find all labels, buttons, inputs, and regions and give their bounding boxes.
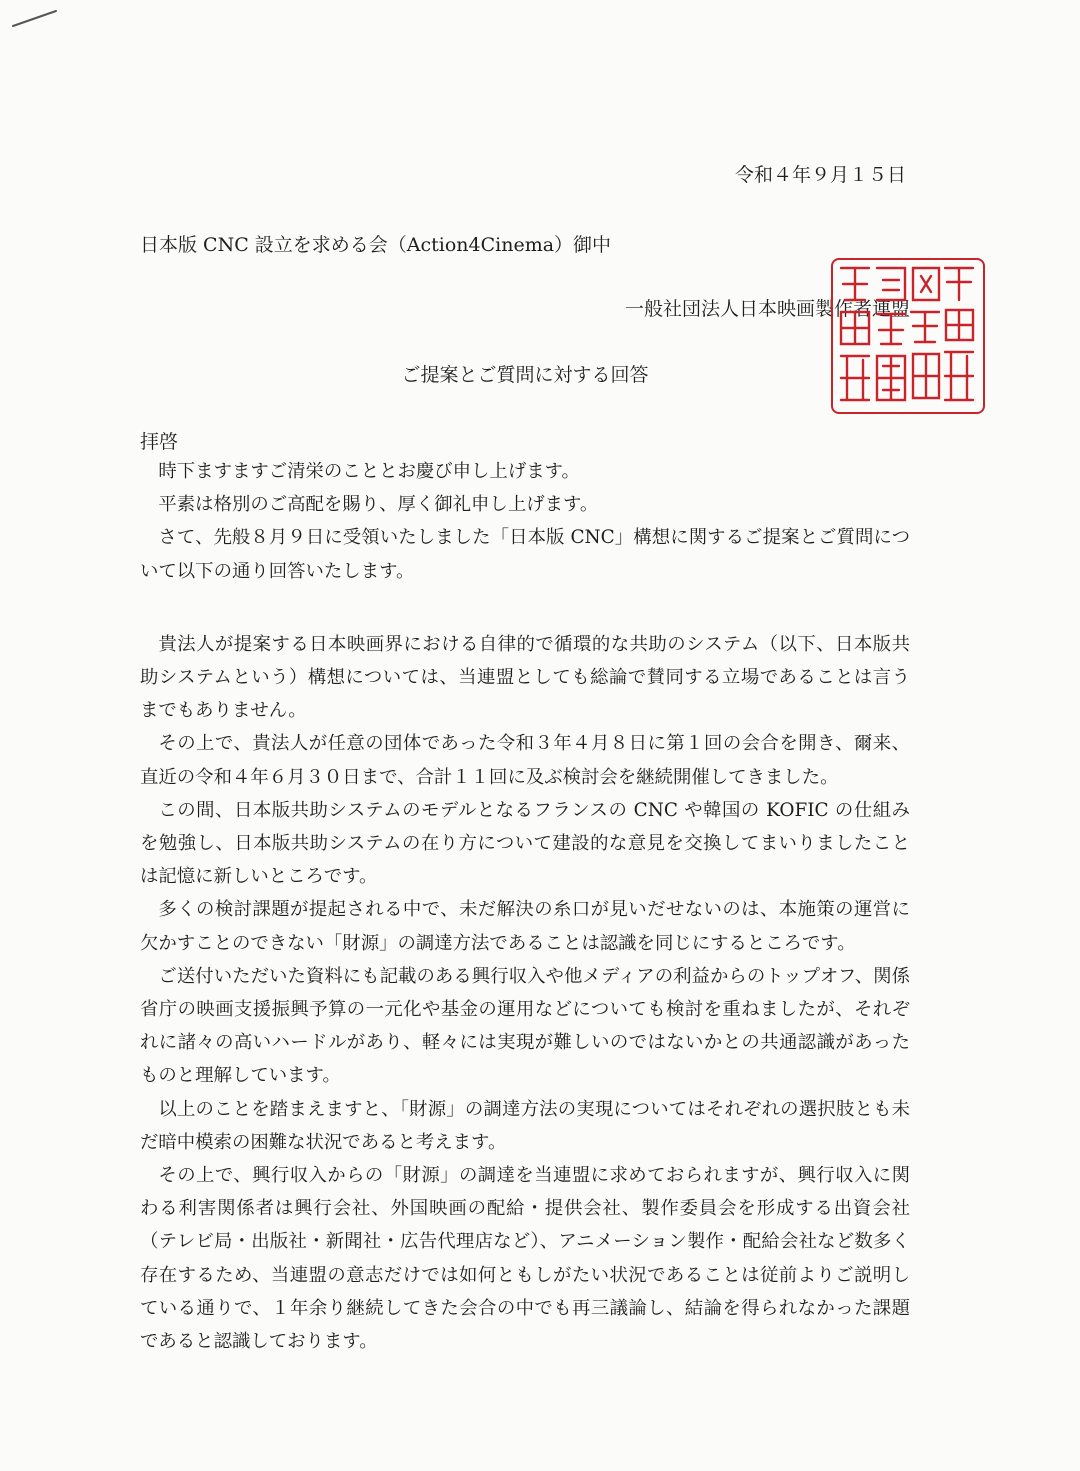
paragraph: 以上のことを踏まえますと、「財源」の調達方法の実現についてはそれぞれの選択肢とも未だ暗中模索の困難な状況であると考えます。 (140, 1098, 910, 1153)
addressee: 日本版 CNC 設立を求める会（Action4Cinema）御中 (140, 234, 612, 256)
letter-date: 令和４年９月１５日 (734, 164, 906, 186)
paragraph: その上で、興行収入からの「財源」の調達を当連盟に求めておられますが、興行収入に関わる利害関係者は興行会社、外国映画の配給・提供会社、製作委員会を形成する出資会社（テレビ局・出版社・新聞社・広告代理店など）、アニメーション製作・配給会社など数多く存在するため、当連盟の意志だけでは如何ともしがたい状況であることは従前よりご説明している通りで、１年余り継続してきた会合の中でも再三議論し、結論を得られなかった課題であると認識しております。 (140, 1165, 910, 1353)
opening-salutation: 拝啓 (140, 431, 179, 453)
paragraph: さて、先般８月９日に受領いたしました「日本版 CNC」構想に関するご提案とご質問について以下の通り回答いたします。 (140, 527, 910, 582)
paragraph: その上で、貴法人が任意の団体であった令和３年４月８日に第１回の会合を開き、爾来、直近の令和４年６月３０日まで、合計１１回に及ぶ検討会を継続開催してきました。 (140, 733, 910, 788)
pen-stroke-mark (10, 6, 60, 30)
sender-organization: 一般社団法人日本映画製作者連盟 (624, 298, 910, 320)
paragraph: 多くの検討課題が提起される中で、未だ解決の糸口が見いだせないのは、本施策の運営に欠かすことのできない「財源」の調達方法であることは認識を同じにするところです。 (140, 899, 910, 954)
paragraph: この間、日本版共助システムのモデルとなるフランスの CNC や韓国の KOFIC の仕組みを勉強し、日本版共助システムの在り方について建設的な意見を交換してまいりましたことは記憶に新しいところです。 (140, 799, 910, 888)
paragraph: 時下ますますご清栄のこととお慶び申し上げます。 (158, 461, 580, 482)
paragraph: 貴法人が提案する日本映画界における自律的で循環的な共助のシステム（以下、日本版共助システムという）構想については、当連盟としても総論で賛同する立場であることは言うまでもありません。 (140, 633, 910, 722)
letter-subject: ご提案とご質問に対する回答 (401, 364, 649, 386)
official-seal-stamp (831, 258, 985, 414)
letter-body (140, 455, 910, 1358)
paragraph: ご送付いただいた資料にも記載のある興行収入や他メディアの利益からのトップオフ、関係省庁の映画支援振興予算の一元化や基金の運用などについても検討を重ねましたが、それぞれに諸々の高いハードルがあり、軽々には実現が難しいのではないかとの共通認識があったものと理解しています。 (140, 965, 910, 1087)
seal-glyphs (833, 260, 982, 411)
paragraph: 平素は格別のご高配を賜り、厚く御礼申し上げます。 (158, 494, 599, 516)
